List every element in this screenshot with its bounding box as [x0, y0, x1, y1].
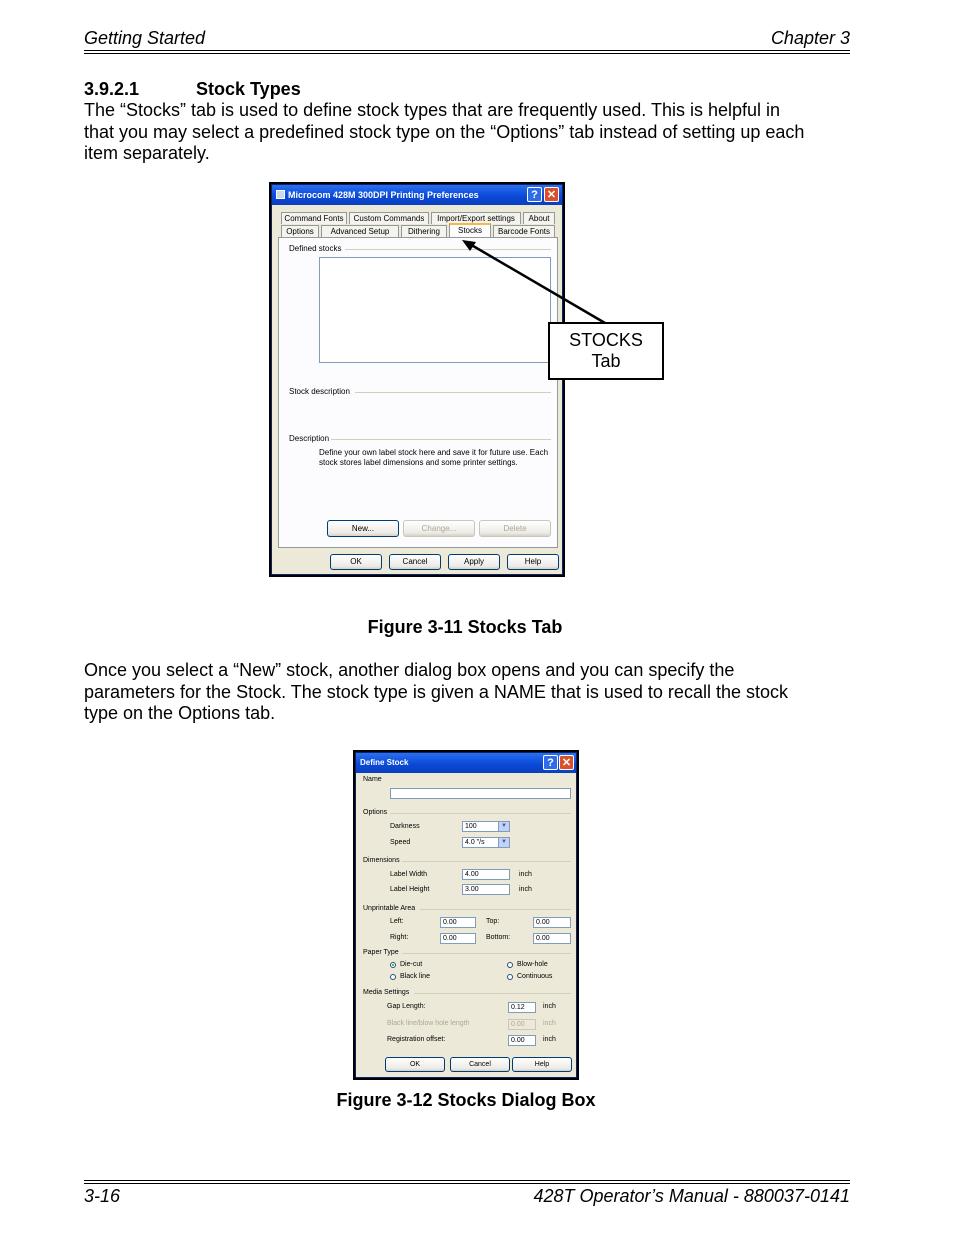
ok-button[interactable]: OK [330, 554, 382, 570]
options-group-label: Options [363, 809, 388, 816]
label-width-label: Label Width [390, 871, 427, 878]
gap-length-label: Gap Length: [387, 1003, 426, 1010]
description-line: stock stores label dimensions and some printer settings. [319, 458, 518, 467]
footer-rule-2 [84, 1183, 850, 1184]
black-line-unit: inch [543, 1020, 556, 1027]
width-unit: inch [519, 871, 532, 878]
paragraph-line: item separately. [84, 143, 210, 163]
blow-hole-radio[interactable] [507, 962, 513, 968]
header-right: Chapter 3 [770, 28, 850, 48]
stock-description-label: Stock description [289, 387, 350, 396]
group-divider [420, 909, 571, 910]
ok-button[interactable]: OK [385, 1057, 445, 1072]
continuous-radio[interactable] [507, 974, 513, 980]
header-left: Getting Started [84, 28, 206, 48]
cancel-button[interactable]: Cancel [450, 1057, 510, 1072]
tab-stocks[interactable]: Stocks [449, 223, 491, 237]
top-label: Top: [486, 918, 500, 925]
label-height-label: Label Height [390, 886, 430, 893]
top-input[interactable]: 0.00 [533, 917, 571, 928]
right-input[interactable]: 0.00 [440, 933, 476, 944]
registration-offset-input[interactable]: 0.00 [508, 1035, 536, 1046]
callout-arrow [450, 230, 620, 330]
paragraph-line: The “Stocks” tab is used to define stock types that are frequently used. This is helpful in [84, 100, 781, 120]
black-line-radio[interactable] [390, 974, 396, 980]
paragraph-line: that you may select a predefined stock type on the “Options” tab instead of setting up each [84, 121, 805, 142]
right-label: Right: [390, 934, 409, 941]
header-rule [84, 50, 850, 51]
paper-type-group-label: Paper Type [363, 949, 399, 956]
help-icon[interactable]: ? [527, 187, 542, 202]
group-divider [355, 392, 551, 393]
unprintable-group-label: Unprintable Area [363, 905, 416, 912]
height-unit: inch [519, 886, 532, 893]
apply-button[interactable]: Apply [448, 554, 500, 570]
section-title: Stock Types [196, 79, 301, 99]
registration-offset-label: Registration offset: [387, 1036, 446, 1043]
group-divider [402, 953, 571, 954]
figure2-frame [353, 750, 579, 1080]
tab-command-fonts[interactable]: Command Fonts [281, 212, 347, 224]
die-cut-label: Die-cut [400, 961, 423, 968]
group-divider [331, 439, 551, 440]
cancel-button[interactable]: Cancel [389, 554, 441, 570]
description-line: Define your own label stock here and save it for future use. Each [319, 448, 549, 457]
figure1-caption: Figure 3-11 Stocks Tab [367, 617, 563, 637]
paragraph-line: type on the Options tab. [84, 703, 276, 723]
bottom-label: Bottom: [486, 934, 511, 941]
name-input[interactable] [390, 788, 571, 799]
paragraph-line: parameters for the Stock. The stock type is given a NAME that is used to recall the stock [84, 681, 788, 702]
tab-import-export[interactable]: Import/Export settings [431, 212, 521, 224]
help-button[interactable]: Help [507, 554, 559, 570]
name-label: Name [363, 776, 382, 783]
gap-length-input[interactable]: 0.12 [508, 1002, 536, 1013]
media-settings-group-label: Media Settings [363, 989, 410, 996]
blow-hole-label: Blow-hole [517, 961, 548, 968]
change-button[interactable]: Change... [403, 520, 475, 537]
darkness-value: 100 [465, 823, 477, 830]
continuous-label: Continuous [517, 973, 553, 980]
group-divider [414, 993, 571, 994]
dialog-titlebar [272, 185, 562, 205]
close-icon[interactable]: ✕ [544, 187, 559, 202]
speed-label: Speed [390, 839, 411, 846]
printer-icon [276, 190, 285, 199]
section-number: 3.9.2.1 [84, 79, 140, 99]
label-height-input[interactable]: 3.00 [462, 884, 510, 895]
chevron-down-icon: ▼ [498, 822, 509, 831]
defined-stocks-label: Defined stocks [289, 244, 342, 253]
group-divider [390, 813, 571, 814]
tab-advanced-setup[interactable]: Advanced Setup [321, 225, 399, 237]
tab-options[interactable]: Options [281, 225, 319, 237]
black-line-label: Black line [400, 973, 430, 980]
second-paragraph [84, 660, 788, 725]
tab-about[interactable]: About [523, 212, 555, 224]
figure2-caption: Figure 3-12 Stocks Dialog Box [336, 1090, 596, 1110]
dimensions-group-label: Dimensions [363, 857, 400, 864]
footer-rule [84, 1180, 850, 1181]
black-line-length-input[interactable]: 0.00 [508, 1019, 536, 1030]
header-rule-2 [84, 53, 850, 54]
delete-button[interactable]: Delete [479, 520, 551, 537]
description-label: Description [289, 434, 330, 443]
speed-value: 4.0 "/s [465, 839, 485, 846]
description-text [319, 448, 548, 468]
close-icon[interactable]: ✕ [559, 755, 574, 770]
speed-select[interactable] [462, 837, 510, 848]
left-input[interactable]: 0.00 [440, 917, 476, 928]
help-icon[interactable]: ? [543, 755, 558, 770]
chevron-down-icon: ▼ [498, 838, 509, 847]
bottom-input[interactable]: 0.00 [533, 933, 571, 944]
callout-line: STOCKS [569, 330, 643, 350]
darkness-select[interactable] [462, 821, 510, 832]
tab-custom-commands[interactable]: Custom Commands [349, 212, 429, 224]
darkness-label: Darkness [390, 823, 420, 830]
tab-dithering[interactable]: Dithering [401, 225, 447, 237]
manual-title: 428T Operator’s Manual - 880037-0141 [533, 1186, 850, 1206]
left-label: Left: [390, 918, 404, 925]
page-number: 3-16 [84, 1186, 121, 1206]
help-button[interactable]: Help [512, 1057, 572, 1072]
gap-unit: inch [543, 1003, 556, 1010]
die-cut-radio[interactable] [390, 962, 396, 968]
label-width-input[interactable]: 4.00 [462, 869, 510, 880]
new-button[interactable]: New... [327, 520, 399, 537]
black-line-length-label: Black line/blow hole length [387, 1020, 470, 1027]
paragraph-line: Once you select a “New” stock, another dialog box opens and you can specify the [84, 660, 735, 680]
define-stock-dialog [355, 752, 577, 1078]
dialog-title: Microcom 428M 300DPI Printing Preferences [288, 190, 479, 200]
intro-paragraph [84, 100, 804, 165]
callout-line: Tab [591, 351, 621, 371]
stocks-tab-callout [548, 322, 664, 380]
group-divider [402, 861, 571, 862]
dialog-title: Define Stock [360, 758, 409, 767]
registration-unit: inch [543, 1036, 556, 1043]
tab-barcode-fonts[interactable]: Barcode Fonts [493, 225, 555, 237]
